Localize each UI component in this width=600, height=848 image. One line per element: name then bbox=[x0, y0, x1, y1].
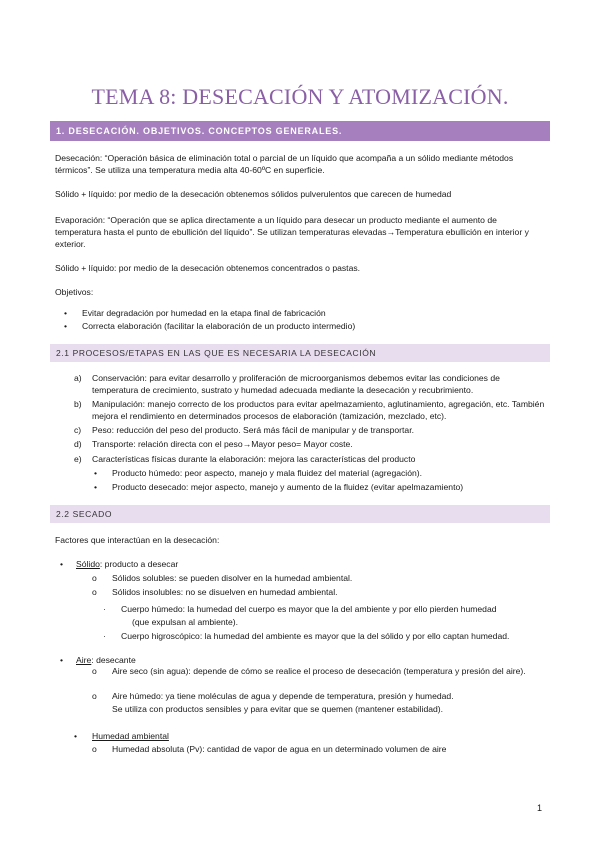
aire-seco: Aire seco (sin agua): depende de cómo se realice el proceso de desecación (temperatura y presión del aire). bbox=[112, 666, 526, 676]
paragraph-solido-liquido-2: Sólido + líquido: por medio de la desecación obtenemos concentrados o pastas. bbox=[55, 263, 361, 273]
bullet-icon: • bbox=[94, 468, 98, 478]
aire-humedo: Aire húmedo: ya tiene moléculas de agua y depende de temperatura, presión y humedad. bbox=[112, 691, 454, 701]
circle-bullet-icon: o bbox=[92, 666, 97, 676]
cuerpo-humedo: Cuerpo húmedo: la humedad del cuerpo es mayor que la del ambiente y por ello pierden humedad bbox=[121, 604, 497, 614]
section-1-header: 1. DESECACIÓN. OBJETIVOS. CONCEPTOS GENERALES. bbox=[50, 121, 550, 141]
solidos-insolubles: Sólidos insolubles: no se disuelven en humedad ambiental. bbox=[112, 587, 338, 597]
cuerpo-higroscopico: Cuerpo higroscópico: la humedad del ambiente es mayor que la del sólido y por ello captan humedad. bbox=[121, 631, 510, 641]
factores-label: Factores que interactúan en la desecación: bbox=[55, 535, 220, 545]
circle-bullet-icon: o bbox=[92, 573, 97, 583]
list-marker: b) bbox=[74, 399, 82, 409]
proceso-item: Conservación: para evitar desarrollo y proliferación de microorganismos debemos evitar las condiciones de temperatura de crecimiento, sustrato y humedad adecuada mediante la desecación y recubrimiento. bbox=[92, 373, 500, 395]
factor-solido bbox=[76, 558, 546, 570]
aire-humedo-cont: Se utiliza con productos sensibles y para evitar que se quemen (mantener estabilidad). bbox=[112, 704, 444, 714]
dot-bullet-icon: · bbox=[103, 631, 106, 641]
paragraph-evaporacion: Evaporación: “Operación que se aplica directamente a un líquido para desecar un producto mediante el aumento de temperatura hasta el punto de ebullición del líquido”. Se utilizan temperaturas elevadas→Temperatura ebullición en interior y exterior. bbox=[55, 215, 529, 249]
circle-bullet-icon: o bbox=[92, 744, 97, 754]
paragraph-solido-liquido-1: Sólido + líquido: por medio de la desecación obtenemos sólidos pulverulentos que carecen de humedad bbox=[55, 189, 452, 199]
proceso-item: Características físicas durante la elaboración: mejora las características del producto bbox=[92, 454, 416, 464]
list-marker: d) bbox=[74, 439, 82, 449]
bullet-icon: • bbox=[60, 559, 64, 569]
circle-bullet-icon: o bbox=[92, 691, 97, 701]
objetivos-label: Objetivos: bbox=[55, 287, 94, 297]
circle-bullet-icon: o bbox=[92, 587, 97, 597]
page-number: 1 bbox=[537, 803, 543, 813]
proceso-item: Manipulación: manejo correcto de los productos para evitar apelmazamiento, aglutinamiento, agregación, etc. También mejora el rendimiento en determinados procesos de elaboración (tamización, mezclado, etc). bbox=[92, 399, 545, 421]
proceso-item: Peso: reducción del peso del producto. Será más fácil de manipular y de transportar. bbox=[92, 425, 414, 435]
section-2-1-header: 2.1 PROCESOS/ETAPAS EN LAS QUE ES NECESARIA LA DESECACIÓN bbox=[50, 344, 550, 362]
solido-description: : producto a desecar bbox=[99, 559, 179, 569]
objetivo-item: Evitar degradación por humedad en la etapa final de fabricación bbox=[82, 308, 326, 318]
caracteristica-item: Producto desecado: mejor aspecto, manejo y aumento de la fluidez (evitar apelmazamiento) bbox=[112, 482, 464, 492]
page-title: TEMA 8: DESECACIÓN Y ATOMIZACIÓN. bbox=[91, 84, 509, 109]
list-marker: a) bbox=[74, 373, 82, 383]
objetivo-item: Correcta elaboración (facilitar la elaboración de un producto intermedio) bbox=[82, 321, 356, 331]
list-marker: e) bbox=[74, 454, 82, 464]
caracteristica-item: Producto húmedo: peor aspecto, manejo y mala fluidez del material (agregación). bbox=[112, 468, 423, 478]
bullet-icon: • bbox=[74, 731, 78, 741]
bullet-icon: • bbox=[64, 321, 68, 331]
solidos-solubles: Sólidos solubles: se pueden disolver en la humedad ambiental. bbox=[112, 573, 353, 583]
solido-heading: Sólido bbox=[76, 559, 100, 569]
paragraph-desecacion: Desecación: “Operación básica de eliminación total o parcial de un líquido que acompaña a un sólido mediante métodos térmicos”. Se utiliza una temperatura media alta 40-60ºC en superficie. bbox=[55, 153, 514, 175]
humedad-absoluta: Humedad absoluta (Pv): cantidad de vapor de agua en un determinado volumen de aire bbox=[112, 744, 447, 754]
bullet-icon: • bbox=[94, 482, 98, 492]
list-marker: c) bbox=[74, 425, 82, 435]
cuerpo-humedo-cont: (que expulsan al ambiente). bbox=[132, 617, 239, 627]
section-2-2-header: 2.2 SECADO bbox=[50, 505, 550, 523]
humedad-ambiental-heading: Humedad ambiental bbox=[92, 731, 169, 741]
dot-bullet-icon: · bbox=[103, 604, 106, 614]
bullet-icon: • bbox=[64, 308, 68, 318]
aire-heading: Aire bbox=[76, 655, 92, 665]
aire-description: : desecante bbox=[91, 655, 136, 665]
bullet-icon: • bbox=[60, 655, 64, 665]
proceso-item: Transporte: relación directa con el peso→Mayor peso= Mayor coste. bbox=[92, 439, 353, 449]
